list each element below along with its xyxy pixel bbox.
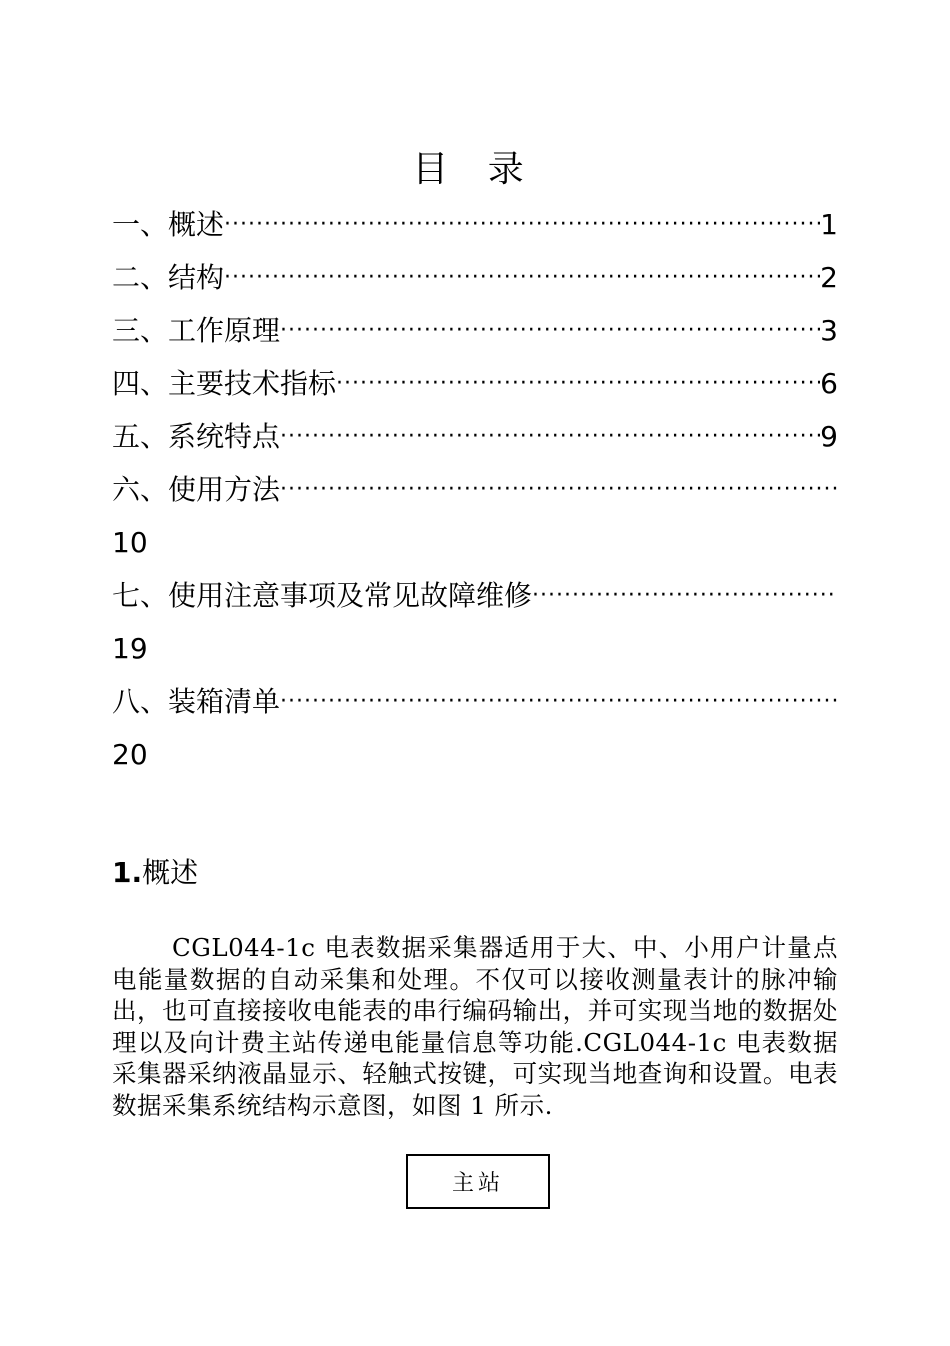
toc-entry-page-line — [112, 508, 838, 561]
toc-entry-page: 2 — [820, 261, 838, 294]
toc-dot-leader — [280, 313, 820, 349]
toc-entry-label: 四、主要技术指标 — [112, 367, 337, 400]
toc-entry-label: 八、装箱清单 — [112, 685, 281, 718]
toc-entry-page: 6 — [820, 367, 838, 400]
toc-entry-label: 六、使用方法 — [112, 473, 281, 506]
toc-entry-label: 一、概述 — [112, 208, 225, 241]
toc-entry-label: 二、结构 — [112, 261, 225, 294]
toc-title: 目 录 — [412, 149, 538, 190]
toc-entry-page-line — [112, 614, 838, 667]
toc-entry — [112, 402, 838, 455]
toc-entry-page: 9 — [820, 420, 838, 453]
toc-entry-page: 3 — [820, 314, 838, 347]
toc-entry — [112, 243, 838, 296]
table-of-contents — [112, 190, 838, 773]
toc-dot-leader — [224, 260, 820, 296]
section-heading — [112, 855, 198, 891]
toc-entry-page: 1 — [820, 208, 838, 241]
toc-entry-line — [112, 190, 838, 243]
toc-entry-page: 20 — [112, 738, 148, 771]
toc-entry — [112, 561, 838, 667]
toc-entry-line — [112, 667, 838, 720]
toc-entry — [112, 455, 838, 561]
toc-entry-label: 七、使用注意事项及常见故障维修 — [112, 579, 533, 612]
toc-entry-line — [112, 402, 838, 455]
toc-entry-page: 10 — [112, 526, 148, 559]
toc-dot-leader — [336, 366, 820, 402]
toc-entry-page: 19 — [112, 632, 148, 665]
toc-dot-leader — [280, 419, 820, 455]
toc-entry — [112, 190, 838, 243]
toc-dot-leader — [280, 472, 838, 508]
section-title: 概述 — [142, 856, 199, 889]
toc-entry-line — [112, 296, 838, 349]
section-paragraph: CGL044-1c 电表数据采集器适用于大、中、小用户计量点电能量数据的自动采集和处理。不仅可以接收测量表计的脉冲输出，也可直接接收电能表的串行编码输出，并可实现当地的数据处理以及向计费主站传递电能量信息等功能.CGL044-1c 电表数据采集器采纳液晶显示、轻触式按键，可实现当地查询和设置。电表数据采集系统结构示意图，如图 1 所示. — [112, 933, 838, 1120]
toc-entry-label: 五、系统特点 — [112, 420, 281, 453]
master-station-box: 主站 — [406, 1154, 550, 1209]
toc-entry-line — [112, 349, 838, 402]
toc-entry-line — [112, 243, 838, 296]
toc-dot-leader — [280, 684, 838, 720]
section-number: 1. — [112, 856, 143, 889]
toc-entry-line — [112, 455, 838, 508]
toc-entry-page-line — [112, 720, 838, 773]
toc-entry-label: 三、工作原理 — [112, 314, 281, 347]
toc-entry — [112, 296, 838, 349]
toc-entry — [112, 667, 838, 773]
toc-dot-leader — [532, 578, 838, 614]
toc-entry — [112, 349, 838, 402]
toc-dot-leader — [224, 207, 820, 243]
toc-entry-line — [112, 561, 838, 614]
